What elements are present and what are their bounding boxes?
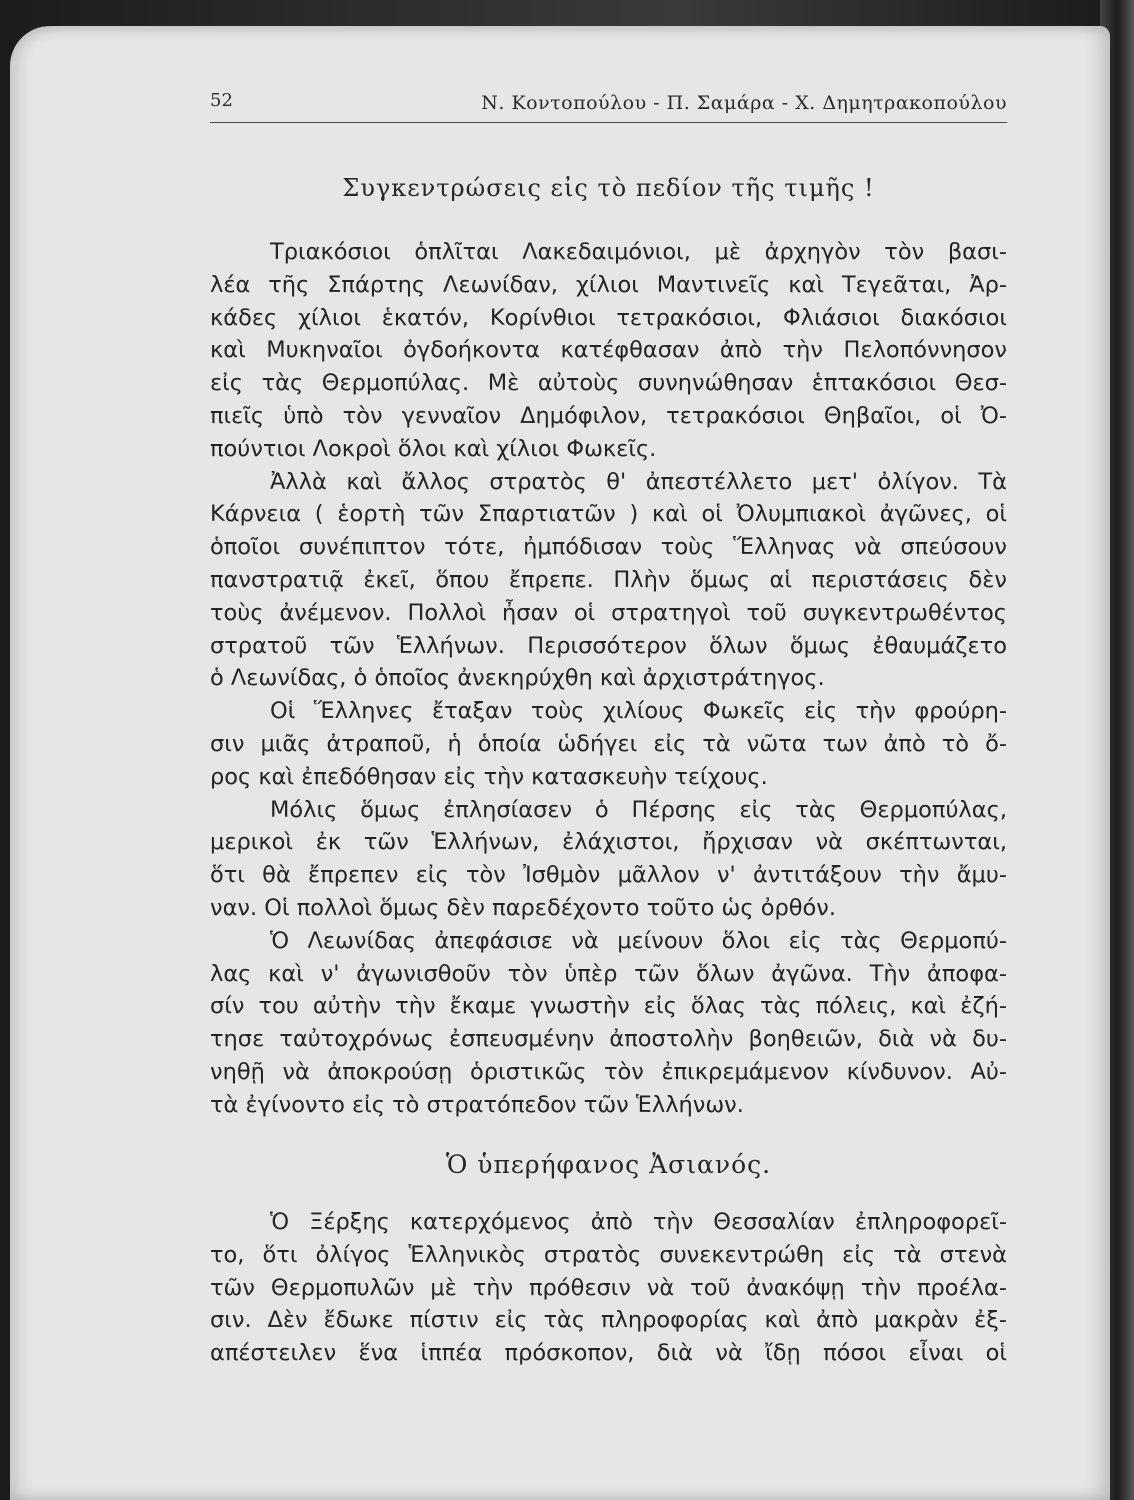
text-line: σίν του αὐτὴν τὴν ἔκαμε γνωστὴν εἰς ὅλας τὰς πόλεις, καὶ ἐζή- — [210, 993, 1007, 1020]
text-line: εἰς τὰς Θερμοπύλας. Μὲ αὐτοὺς συνηνώθησαν ἑπτακόσιοι Θεσ- — [210, 370, 1007, 397]
text-line: ναν. Οἱ πολλοὶ ὅμως δὲν παρεδέχοντο τοῦτο ὡς ὀρθόν. — [210, 894, 836, 921]
text-line: τῶν Θερμοπυλῶν μὲ τὴν πρόθεσιν νὰ τοῦ ἀνακόψῃ τὴν προέλα- — [210, 1274, 1007, 1301]
text-line: Ὁ Λεωνίδας ἀπεφάσισε νὰ μείνουν ὅλοι εἰς τὰς Θερμοπύ- — [270, 927, 1007, 954]
text-line: σιν. Δὲν ἔδωκε πίστιν εἰς τὰς πληροφορίας καὶ ἀπὸ μακρὰν ἐξ- — [210, 1307, 1007, 1334]
text-line: το, ὅτι ὀλίγος Ἑλληνικὸς στρατὸς συνεκεντρώθη εἰς τὰ στενὰ — [210, 1241, 1007, 1268]
text-line: Κάρνεια ( ἑορτὴ τῶν Σπαρτιατῶν ) καὶ οἱ Ὀλυμπιακοὶ ἀγῶνες, οἱ — [210, 501, 1007, 528]
page-header — [210, 88, 1007, 123]
text-line: Τριακόσιοι ὁπλῖται Λακεδαιμόνιοι, μὲ ἀρχηγὸν τὸν βασι- — [270, 239, 1007, 265]
text-line: ὁποῖοι συνέπιπτον τότε, ἠμπόδισαν τοὺς Ἕλληνας νὰ σπεύσουν — [210, 534, 1007, 561]
text-line: νηθῇ νὰ ἀποκρούσῃ ὁριστικῶς τὸν ἐπικρεμάμενον κίνδυνον. Αὐ- — [210, 1058, 1007, 1085]
text-line: κάδες χίλιοι ἑκατόν, Κορίνθιοι τετρακόσιοι, Φλιάσιοι διακόσιοι — [210, 304, 1007, 331]
text-line: ὅτι θὰ ἔπρεπεν εἰς τὸν Ἰσθμὸν μᾶλλον ν' ἀντιτάξουν τὴν ἄμυ- — [210, 862, 1007, 889]
page-number: 52 — [210, 90, 233, 111]
text-line: μερικοὶ ἐκ τῶν Ἑλλήνων, ἐλάχιστοι, ἤρχισαν νὰ σκέπτωνται, — [210, 829, 1007, 856]
section-body-gatherings — [210, 236, 1007, 1122]
text-line: στρατοῦ τῶν Ἑλλήνων. Περισσότερον ὅλων ὅμως ἐθαυμάζετο — [210, 632, 1007, 659]
text-line: πούντιοι Λοκροὶ ὅλοι καὶ χίλιοι Φωκεῖς. — [210, 435, 657, 462]
text-line: ρος καὶ ἐπεδόθησαν εἰς τὴν κατασκευὴν τείχους. — [210, 763, 768, 790]
section-title-gatherings: Συγκεντρώσεις εἰς τὸ πεδίον τῆς τιμῆς ! — [342, 174, 875, 202]
text-line: λέα τῆς Σπάρτης Λεωνίδαν, χίλιοι Μαντινεῖς καὶ Τεγεᾶται, Ἀρ- — [210, 271, 1007, 298]
text-line: Οἱ Ἕλληνες ἔταξαν τοὺς χιλίους Φωκεῖς εἰς τὴν φρούρη- — [270, 698, 1007, 725]
section-body-proud-asian — [210, 1206, 1007, 1370]
text-line: λας καὶ ν' ἀγωνισθοῦν τὸν ὑπὲρ τῶν ὅλων ἀγῶνα. Τὴν ἀποφα- — [210, 960, 1007, 987]
text-line: τησε ταὐτοχρόνως ἐσπευσμένην ἀποστολὴν βοηθειῶν, διὰ νὰ δυ- — [210, 1026, 1007, 1053]
text-line: τὰ ἐγίνοντο εἰς τὸ στρατόπεδον τῶν Ἑλλήνων. — [210, 1091, 744, 1118]
text-line: Ὁ Ξέρξης κατερχόμενος ἀπὸ τὴν Θεσσαλίαν ἐπληροφορεῖ- — [270, 1209, 1007, 1235]
text-line: ὁ Λεωνίδας, ὁ ὁποῖος ἀνεκηρύχθη καὶ ἀρχιστράτηγος. — [210, 665, 825, 692]
text-line: σιν μιᾶς ἀτραποῦ, ἡ ὁποία ὡδήγει εἰς τὰ νῶτα των ἀπὸ τὸ ὄ- — [210, 730, 1007, 757]
text-line: καὶ Μυκηναῖοι ὀγδοήκοντα κατέφθασαν ἀπὸ τὴν Πελοπόννησον — [210, 337, 1007, 364]
text-line: Μόλις ὅμως ἐπλησίασεν ὁ Πέρσης εἰς τὰς Θερμοπύλας, — [270, 796, 1007, 823]
text-line: τοὺς ἀνέμενον. Πολλοὶ ἦσαν οἱ στρατηγοὶ τοῦ συγκεντρωθέντος — [210, 599, 1007, 626]
running-head-authors: Ν. Κοντοπούλου - Π. Σαμάρα - Χ. Δημητρακοπούλου — [481, 92, 1007, 114]
text-line: πανστρατιᾷ ἐκεῖ, ὅπου ἔπρεπε. Πλὴν ὅμως αἱ περιστάσεις δὲν — [210, 566, 1007, 593]
text-line: απέστειλεν ἕνα ἱππέα πρόσκοπον, διὰ νὰ ἴδῃ πόσοι εἶναι οἱ — [210, 1340, 1007, 1367]
section-title-proud-asian: Ὁ ὑπερήφανος Ἀσιανός. — [445, 1150, 772, 1179]
text-line: Ἀλλὰ καὶ ἄλλος στρατὸς θ' ἀπεστέλλετο μετ' ὀλίγον. Τὰ — [270, 468, 1007, 495]
text-line: πιεῖς ὑπὸ τὸν γενναῖον Δημόφιλον, τετρακόσιοι Θηβαῖοι, οἱ Ὀ- — [210, 402, 1007, 429]
